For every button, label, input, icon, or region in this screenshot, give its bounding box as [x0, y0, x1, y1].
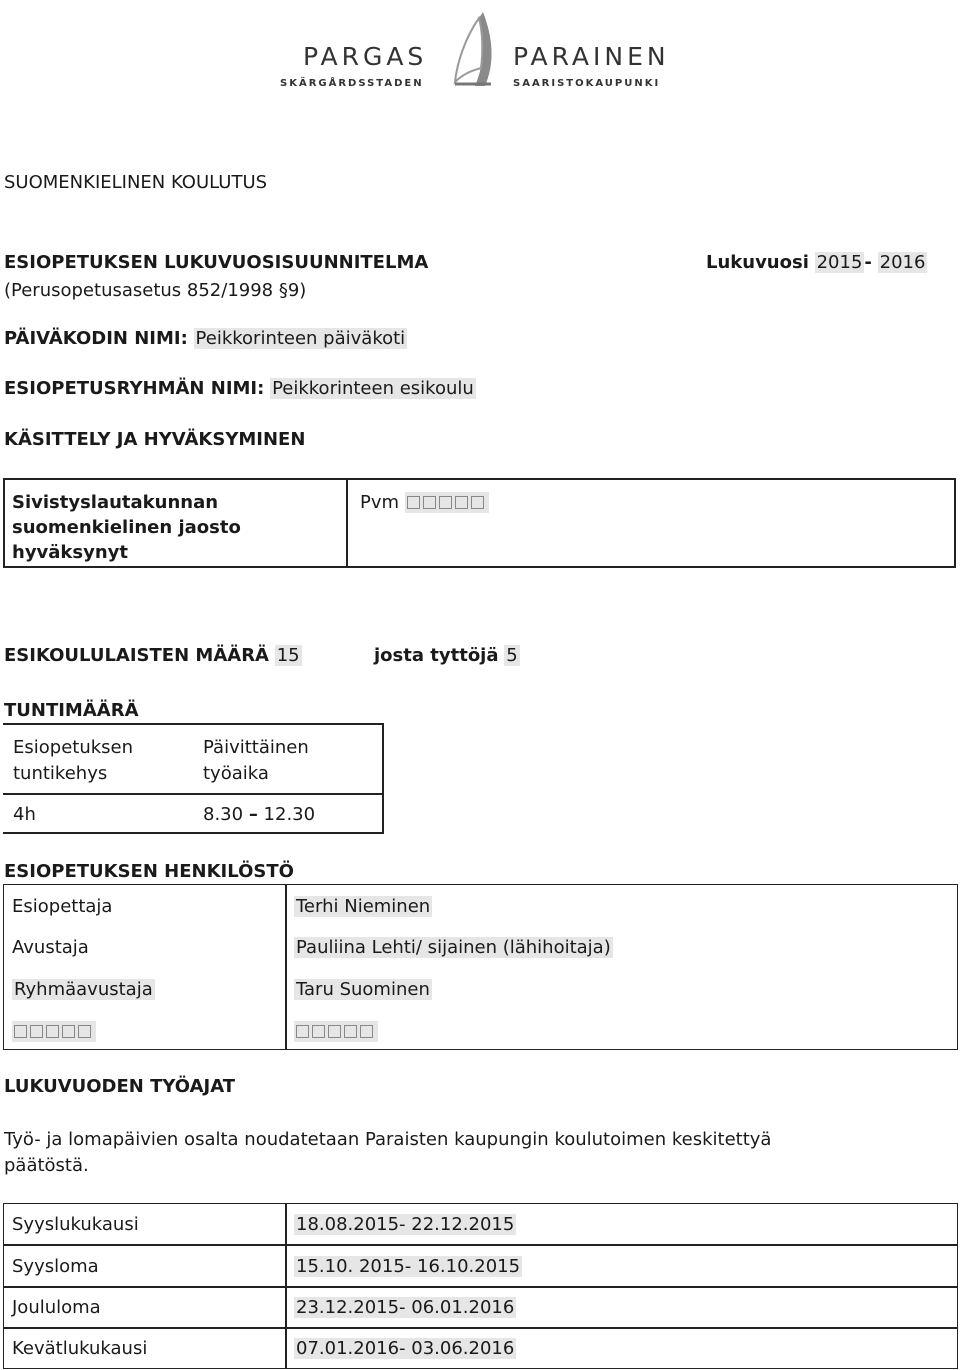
legal-reference: (Perusopetusasetus 852/1998 §9) [4, 280, 307, 301]
group-label: ESIOPETUSRYHMÄN NIMI: [4, 378, 265, 399]
staff-name: Pauliina Lehti/ sijainen (lähihoitaja) [296, 937, 611, 958]
worktime-text-line: päätöstä. [4, 1155, 89, 1176]
hours-start: 8.30 [203, 804, 244, 825]
group-row [4, 378, 476, 399]
worktime-label: Syyslukukausi [12, 1214, 139, 1235]
approval-heading: KÄSITTELY JA HYVÄKSYMINEN [4, 429, 306, 450]
hours-col1-value: 4h [13, 804, 36, 825]
logo-right-title: PARAINEN [513, 42, 670, 71]
hours-end: 12.30 [263, 804, 316, 825]
hours-col1-line: tuntikehys [13, 763, 108, 784]
daycare-row [4, 328, 407, 349]
daycare-label: PÄIVÄKODIN NIMI: [4, 328, 188, 349]
approval-line: hyväksynyt [12, 542, 128, 563]
year-label: Lukuvuosi [706, 252, 809, 273]
hours-heading: TUNTIMÄÄRÄ [4, 700, 139, 721]
hours-col2-header [203, 735, 309, 787]
staff-role: Esiopettaja [12, 896, 113, 917]
pupils-label: ESIKOULULAISTEN MÄÄRÄ [4, 645, 269, 666]
group-value: Peikkorinteen esikoulu [272, 378, 474, 399]
approval-date [360, 492, 489, 513]
girls-label: josta tyttöjä [374, 645, 499, 666]
staff-table [3, 884, 958, 1050]
staff-heading: ESIOPETUKSEN HENKILÖSTÖ [4, 861, 294, 882]
worktime-value: 15.10. 2015- 16.10.2015 [296, 1256, 521, 1277]
daycare-value: Peikkorinteen päiväkoti [195, 328, 406, 349]
worktime-value: 07.01.2016- 03.06.2016 [296, 1338, 515, 1359]
section-label: SUOMENKIELINEN KOULUTUS [4, 172, 268, 193]
pupils-count: 15 [276, 645, 300, 666]
hours-col2-line: Päivittäinen [203, 737, 309, 758]
pupils-row [4, 645, 302, 666]
year-start: 2015 [816, 252, 863, 273]
worktime-label: Syysloma [12, 1256, 99, 1277]
girls-count: 5 [506, 645, 518, 666]
hours-col2-value [203, 804, 315, 825]
plan-title: ESIOPETUKSEN LUKUVUOSISUUNNITELMA [4, 252, 429, 273]
hours-dash: – [248, 804, 258, 825]
hours-col2-line: työaika [203, 763, 269, 784]
staff-role: Ryhmäavustaja [14, 979, 153, 1000]
year-end: 2016 [879, 252, 926, 273]
year-row [706, 252, 927, 273]
logo-left-title: PARGAS [303, 42, 428, 71]
logo-right-subtitle: SAARISTOKAUPUNKI [513, 78, 661, 89]
staff-name: Terhi Nieminen [296, 896, 431, 917]
sail-logo-icon [435, 8, 515, 88]
worktime-label: Kevätlukukausi [12, 1338, 148, 1359]
staff-role: Avustaja [12, 937, 89, 958]
worktime-text [4, 1127, 771, 1179]
approval-body [12, 490, 241, 565]
date-field[interactable] [405, 492, 489, 513]
logo-left-subtitle: SKÄRGÅRDSSTADEN [280, 78, 424, 89]
hours-col1-line: Esiopetuksen [13, 737, 134, 758]
worktime-value: 23.12.2015- 06.01.2016 [296, 1297, 515, 1318]
worktime-label: Joululoma [12, 1297, 101, 1318]
girls-row [374, 645, 520, 666]
year-dash: - [864, 252, 872, 273]
worktime-value: 18.08.2015- 22.12.2015 [296, 1214, 515, 1235]
hours-col1-header [13, 735, 133, 787]
staff-name: Taru Suominen [296, 979, 430, 1000]
date-label: Pvm [360, 492, 400, 513]
approval-line: suomenkielinen jaosto [12, 517, 241, 538]
approval-line: Sivistyslautakunnan [12, 492, 219, 513]
logo [280, 8, 670, 90]
worktime-heading: LUKUVUODEN TYÖAJAT [4, 1076, 236, 1097]
worktime-text-line: Työ- ja lomapäivien osalta noudatetaan Paraisten kaupungin koulutoimen keskitettyä [4, 1129, 772, 1150]
staff-role-empty-field[interactable] [12, 1021, 96, 1042]
staff-name-empty-field[interactable] [294, 1021, 378, 1042]
